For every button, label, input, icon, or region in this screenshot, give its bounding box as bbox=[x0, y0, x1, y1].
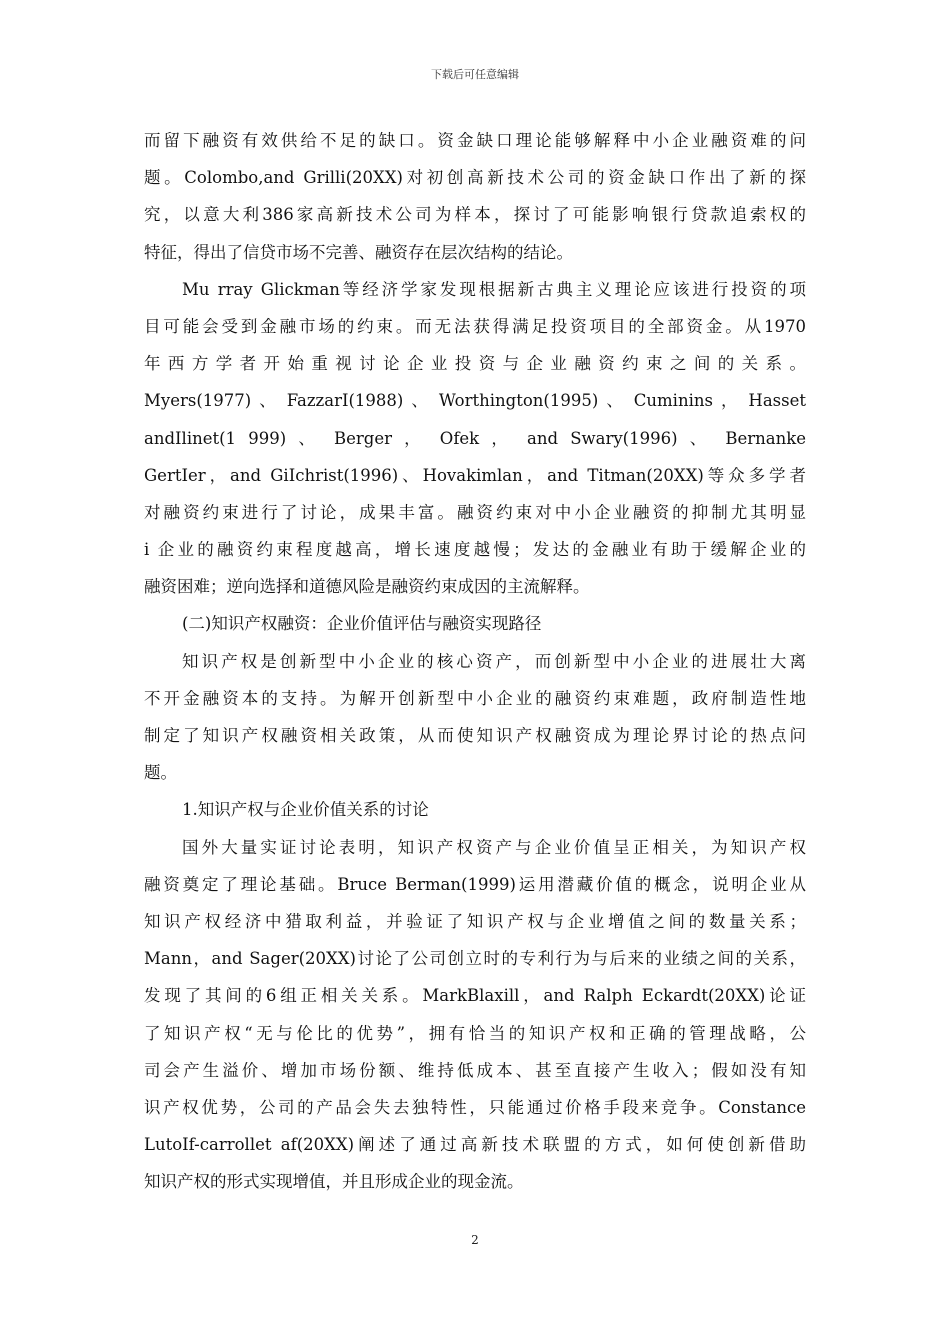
text-line: 知识产权是创新型中小企业的核心资产，而创新型中小企业的进展壮大离 bbox=[182, 651, 806, 671]
text-line: (二)知识产权融资：企业价值评估与融资实现路径 bbox=[182, 614, 542, 634]
text-line: andIlinet(1 999) 、 Berger ， Ofek ， and Swary(1996) 、 Bernanke bbox=[144, 428, 806, 448]
text-line: 知识产权经济中猎取利益，并验证了知识产权与企业增值之间的数量关系； bbox=[144, 911, 806, 931]
text-line: 题。Colombo,and Grilli(20XX)对初创高新技术公司的资金缺口作出了新的探 bbox=[144, 168, 806, 188]
text-line: 特征，得出了信贷市场不完善、融资存在层次结构的结论。 bbox=[144, 242, 573, 262]
text-line: Mann，and Sager(20XX)讨论了公司创立时的专利行为与后来的业绩之间的关系， bbox=[144, 949, 806, 969]
text-line: 目可能会受到金融市场的约束。而无法获得满足投资项目的全部资金。从1970 bbox=[144, 316, 806, 336]
text-line: 对融资约束进行了讨论，成果丰富。融资约束对中小企业融资的抑制尤其明显 bbox=[144, 502, 806, 522]
text-line: GertIer，and GiIchrist(1996)、Hovakimlan，and Titman(20XX)等众多学者 bbox=[144, 465, 806, 485]
text-line: 制定了知识产权融资相关政策，从而使知识产权融资成为理论界讨论的热点问 bbox=[144, 726, 806, 745]
document-body bbox=[144, 126, 806, 1204]
text-line: Mu rray Glickman等经济学家发现根据新古典主义理论应该进行投资的项 bbox=[182, 279, 806, 299]
text-line: Myers(1977) 、 FazzarI(1988) 、 Worthington(1995) 、 Cuminins ， Hasset bbox=[144, 391, 806, 411]
text-line: 国外大量实证讨论表明，知识产权资产与企业价值呈正相关，为知识产权 bbox=[182, 837, 806, 857]
text-line: 知识产权的形式实现增值，并且形成企业的现金流。 bbox=[144, 1172, 524, 1192]
page-number: 2 bbox=[471, 1233, 479, 1247]
text-line: 而留下融资有效供给不足的缺口。资金缺口理论能够解释中小企业融资难的问 bbox=[144, 131, 806, 150]
text-line: LutoIf-carrollet af(20XX)阐述了通过高新技术联盟的方式，如何使创新借助 bbox=[144, 1135, 806, 1155]
text-line: 究，以意大利386家高新技术公司为样本，探讨了可能影响银行贷款追索权的 bbox=[144, 205, 806, 225]
text-line: 不开金融资本的支持。为解开创新型中小企业的融资约束难题，政府制造性地 bbox=[144, 688, 806, 708]
text-line: 司会产生溢价、增加市场份额、维持低成本、甚至直接产生收入；假如没有知 bbox=[144, 1060, 806, 1080]
text-line: 1.知识产权与企业价值关系的讨论 bbox=[182, 800, 429, 820]
text-line: 识产权优势，公司的产品会失去独特性，只能通过价格手段来竞争。Constance bbox=[144, 1097, 806, 1117]
text-line: 发现了其间的6组正相关关系。MarkBlaxill，and Ralph Eckardt(20XX)论证 bbox=[144, 986, 806, 1006]
text-line: 融资奠定了理论基础。Bruce Berman(1999)运用潜藏价值的概念，说明企业从 bbox=[144, 874, 806, 894]
text-line: 年西方学者开始重视讨论企业投资与企业融资约束之间的关系。 bbox=[144, 354, 806, 374]
page-header: 下载后可任意编辑 bbox=[431, 68, 519, 81]
text-line: i 企业的融资约束程度越高，增长速度越慢；发达的金融业有助于缓解企业的 bbox=[144, 540, 806, 560]
text-line: 题。 bbox=[144, 763, 177, 783]
text-line: 融资困难；逆向选择和道德风险是融资约束成因的主流解释。 bbox=[144, 577, 590, 597]
text-line: 了知识产权“无与伦比的优势”，拥有恰当的知识产权和正确的管理战略，公 bbox=[144, 1023, 806, 1043]
